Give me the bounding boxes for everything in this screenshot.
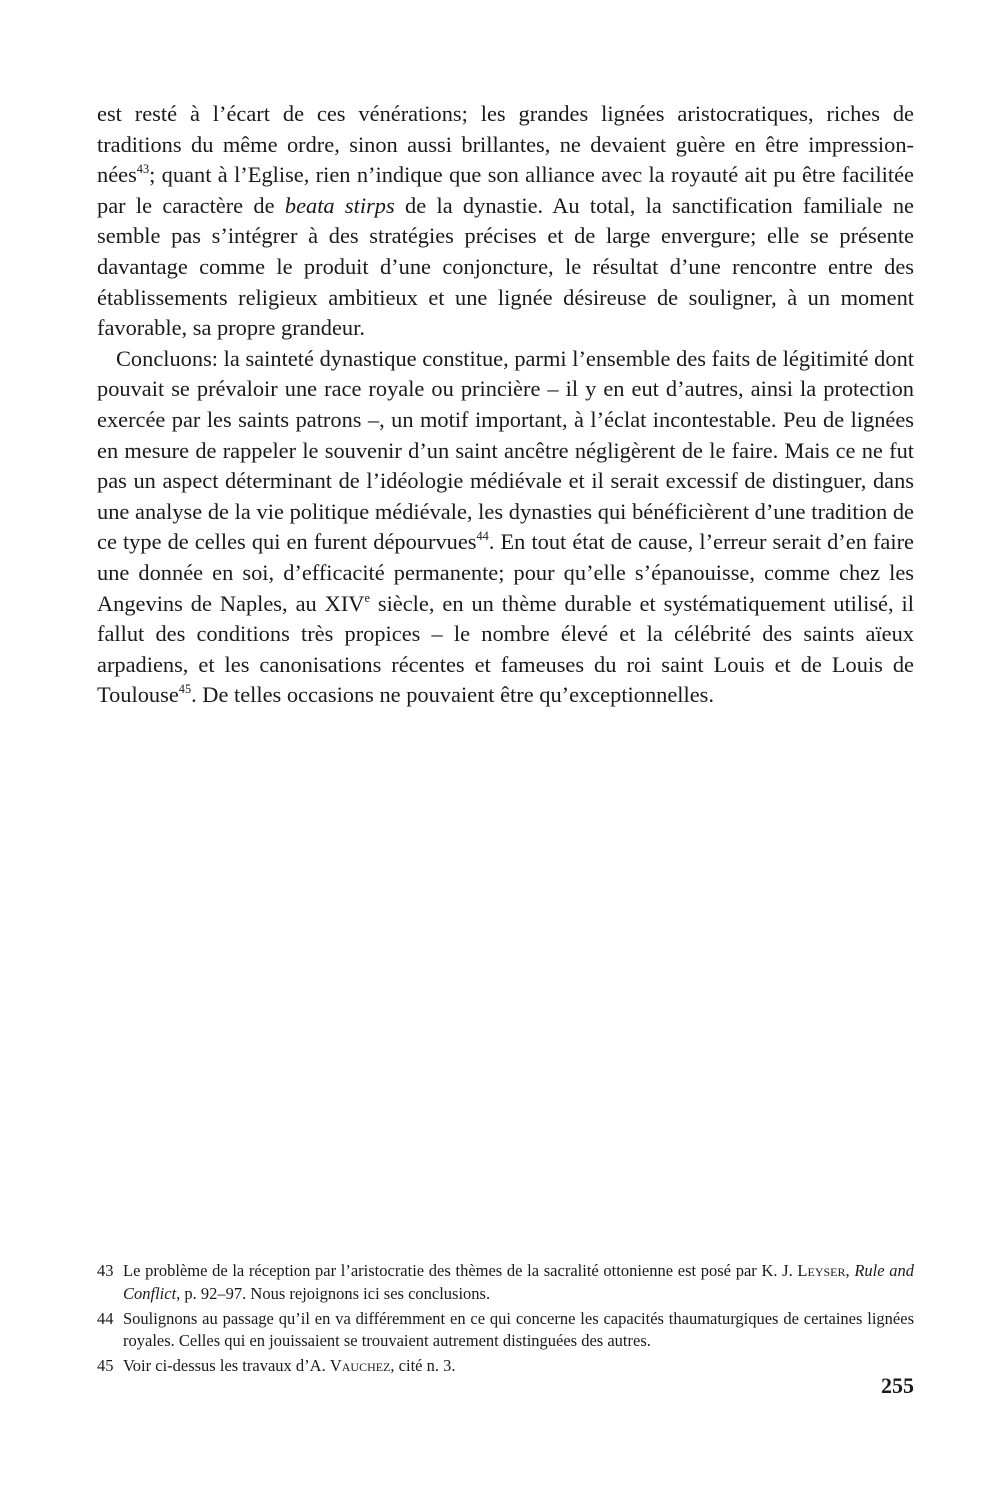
book-title: Rule and Conflict: [123, 1261, 914, 1303]
main-text: [97, 99, 914, 711]
italic-term: beata stirps: [284, 192, 395, 218]
footnote-45: [97, 1355, 914, 1378]
footnote-number: 44: [97, 1308, 114, 1328]
text-run: Concluons: la sainteté dynastique constitue, parmi l’ensemble des faits de légitimité dont pouvait se prévaloir une race royale ou princière – il y en eut d’autres, ainsi la protection exercée par les saints patrons –, un motif important, à l’éclat incontestable. Peu de lignées en mesure de rappeler le souvenir d’un saint ancêtre négligèrent de le faire. Mais ce ne fut pas un aspect déterminant de l’idéologie médiévale et il serait excessif de distinguer, dans une analyse de la vie politique médiévale, les dynasties qui bénéficièrent d’une tradition de ce type de celles qui en furent dépourvues: [97, 345, 914, 555]
footnote-43: [97, 1260, 914, 1306]
text-run: ; quant à l’Eglise, rien n’indique que son alliance avec la royauté ait pu être facilitée par le caractère de: [97, 162, 914, 218]
paragraph-2: [97, 344, 914, 711]
footnote-text: Soulignons au passage qu’il en va différemment en ce qui concerne les capacités thaumaturgiques de certaines lignées royales. Celles qui en jouissaient se trouvaient autrement distinguées des autres.: [123, 1308, 914, 1351]
footnote-ref-45[interactable]: 45: [178, 682, 192, 697]
text-run: est resté à l’écart de ces vénérations; les grandes lignées aristocratiques, riches de traditions du même ordre, sinon aussi brillantes, ne devaient guère en être impression-nées: [97, 101, 914, 188]
author-name: Leyser: [797, 1261, 846, 1280]
text-run: Voir ci-dessus les travaux d’A.: [123, 1356, 330, 1376]
footnote-ref-44[interactable]: 44: [476, 529, 489, 544]
text-run: ,: [845, 1261, 855, 1280]
text-run: , cité n. 3.: [390, 1356, 456, 1376]
century-superscript: e: [364, 590, 370, 605]
text-run: siècle, en un thème durable et systématiquement utilisé, il fallut des conditions très propices – le nombre élevé et la célébrité des saints aïeux arpadiens, et les canonisations récentes et fameuses du roi saint Louis et de Louis de Toulouse: [97, 590, 914, 708]
text-run: . En tout état de cause, l’erreur serait d’en faire une donnée en soi, d’efficacité permanente; pour qu’elle s’épanouisse, comme chez les Angevins de Naples, au XIV: [97, 529, 914, 616]
footnote-text: [123, 1260, 914, 1306]
page-number: 255: [881, 1373, 914, 1398]
text-run: de la dynastie. Au total, la sanctification familiale ne semble pas s’intégrer à des stratégies précises et de large envergure; elle se présente davantage comme le produit d’une conjoncture, le résultat d’une rencontre entre des établissements religieux ambitieux et une lignée désireuse de souligner, à un moment favorable, sa propre grandeur.: [97, 192, 914, 341]
paragraph-1: [97, 99, 914, 344]
footnote-44: [97, 1308, 914, 1354]
footnote-number: 43: [97, 1261, 114, 1280]
footnotes: [97, 1260, 914, 1380]
text-run: . De telles occasions ne pouvaient être qu’exceptionnelles.: [191, 682, 714, 708]
footnote-number: 45: [97, 1356, 114, 1376]
text-run: Le problème de la réception par l’aristocratie des thèmes de la sacralité ottonienne est posé par K. J.: [123, 1261, 798, 1280]
author-name: Vauchez: [329, 1356, 391, 1376]
footnote-text: [123, 1355, 914, 1378]
text-run: , p. 92–97. Nous rejoignons ici ses conclusions.: [176, 1283, 491, 1303]
footnote-ref-43[interactable]: 43: [136, 161, 150, 176]
